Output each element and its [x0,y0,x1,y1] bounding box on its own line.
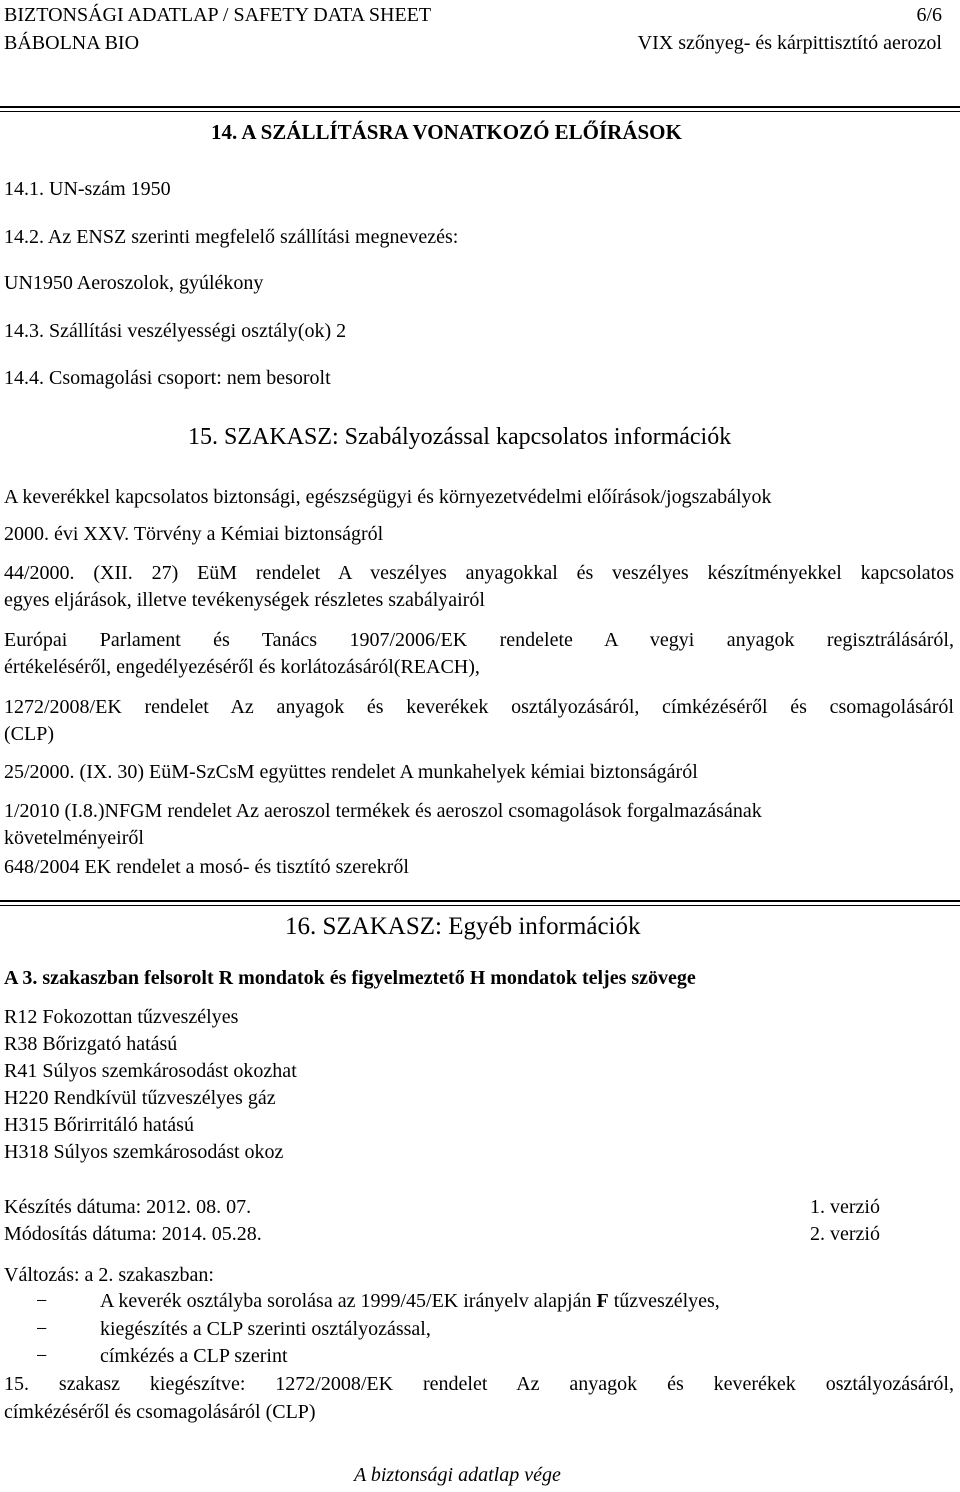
document-footer: A biztonsági adatlap vége [354,1464,561,1486]
section-14-title: 14. A SZÁLLÍTÁSRA VONATKOZÓ ELŐÍRÁSOK [211,120,682,144]
phrase-item: H315 Bőrirritáló hatású [4,1114,194,1136]
dash-bullet: − [36,1290,48,1312]
header-title: BIZTONSÁGI ADATLAP / SAFETY DATA SHEET [4,4,432,26]
phrase-item: H220 Rendkívül tűzveszélyes gáz [4,1087,276,1109]
header-product: VIX szőnyeg- és kárpittisztító aerozol [637,32,942,54]
law-item: követelményeiről [4,827,144,849]
section-15-change: címkézéséről és csomagolásáról (CLP) [4,1401,316,1423]
dash-bullet: − [36,1345,48,1367]
modified-version: 2. verzió [810,1223,880,1245]
phrase-item: R38 Bőrizgató hatású [4,1033,178,1055]
section-14-item: 14.3. Szállítási veszélyességi osztály(ok) 2 [4,320,347,342]
change-item [100,1290,720,1313]
law-item: 1/2010 (I.8.)NFGM rendelet Az aeroszol termékek és aeroszol csomagolások forgalmazásának [4,800,762,822]
phrase-item: H318 Súlyos szemkárosodást okoz [4,1141,284,1163]
law-item: 1272/2008/EK rendelet Az anyagok és keverékek osztályozásáról, címkézéséről és csomagolásáról [4,696,954,718]
law-item: (CLP) [4,723,54,745]
modified-date: Módosítás dátuma: 2014. 05.28. [4,1223,262,1245]
law-item: Európai Parlament és Tanács 1907/2006/EK rendelete A vegyi anyagok regisztrálásáról, [4,629,954,651]
section-15-intro: A keverékkel kapcsolatos biztonsági, egészségügyi és környezetvédelmi előírások/jogszabályok [4,486,772,508]
change-item: címkézés a CLP szerint [100,1345,288,1367]
change-item: kiegészítés a CLP szerinti osztályozással, [100,1318,431,1340]
header-divider-thin [0,111,960,112]
section-15-title: 15. SZAKASZ: Szabályozással kapcsolatos információk [188,424,732,450]
section-divider-thin [0,905,960,906]
law-item: 648/2004 EK rendelet a mosó- és tisztító szerekről [4,856,409,878]
section-14-item: 14.2. Az ENSZ szerinti megfelelő szállítási megnevezés: [4,226,459,248]
changes-label: Változás: a 2. szakaszban: [4,1264,214,1286]
section-15-change: 15. szakasz kiegészítve: 1272/2008/EK rendelet Az anyagok és keverékek osztályozásáról, [4,1373,954,1395]
section-14-item: 14.4. Csomagolási csoport: nem besorolt [4,367,331,389]
created-date: Készítés dátuma: 2012. 08. 07. [4,1196,252,1218]
law-item: értékeléséről, engedélyezéséről és korlátozásáról(REACH), [4,656,480,678]
section-divider [0,900,960,902]
created-version: 1. verzió [810,1196,880,1218]
law-item: 44/2000. (XII. 27) EüM rendelet A veszélyes anyagokkal és veszélyes készítményekkel kapcsolatos [4,562,954,584]
section-16-subtitle: A 3. szakaszban felsorolt R mondatok és figyelmeztető H mondatok teljes szövege [4,967,696,989]
change-item-bold: F [596,1290,609,1312]
header-company: BÁBOLNA BIO [4,32,140,54]
section-14-item: 14.1. UN-szám 1950 [4,178,171,200]
law-item: egyes eljárások, illetve tevékenységek részletes szabályairól [4,589,485,611]
law-item: 25/2000. (IX. 30) EüM-SzCsM együttes rendelet A munkahelyek kémiai biztonságáról [4,761,698,783]
dash-bullet: − [36,1318,48,1340]
page-number: 6/6 [916,4,942,26]
section-14-item: UN1950 Aeroszolok, gyúlékony [4,272,264,294]
header-divider [0,106,960,108]
phrase-item: R12 Fokozottan tűzveszélyes [4,1006,239,1028]
change-item-text: A keverék osztályba sorolása az 1999/45/EK irányelv alapján [100,1290,597,1312]
section-16-title: 16. SZAKASZ: Egyéb információk [285,913,641,940]
change-item-text: tűzveszélyes, [608,1290,720,1312]
law-item: 2000. évi XXV. Törvény a Kémiai biztonságról [4,523,384,545]
phrase-item: R41 Súlyos szemkárosodást okozhat [4,1060,297,1082]
